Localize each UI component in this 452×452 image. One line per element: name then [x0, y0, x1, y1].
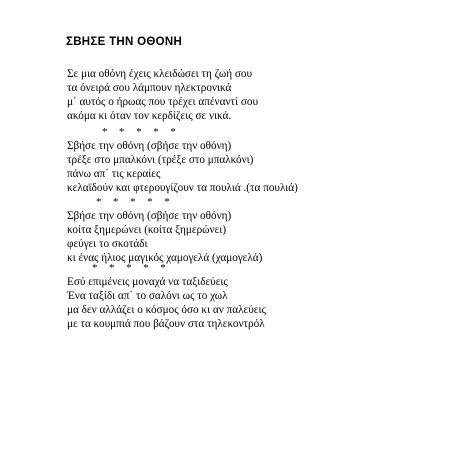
lyric-line: Σβήσε την οθόνη (σβήσε την οθόνη): [67, 140, 232, 152]
lyric-line: τα όνειρά σου λάμπουν ηλεκτρονικά: [67, 81, 232, 94]
lyric-line: κι ένας ήλιος μαγικός χαμογελά (χαμογελά): [67, 251, 263, 264]
lyric-line: μα δεν αλλάζει ο κόσμος όσο κι αν παλεύεις: [67, 303, 266, 316]
stanza-separator: * * * * *: [92, 262, 171, 274]
lyric-line: τρέξε στο μπαλκόνι (τρέξε στο μπαλκόνι): [67, 153, 254, 166]
song-title: ΣΒΗΣΕ ΤΗΝ ΟΘΟΝΗ: [66, 36, 183, 48]
lyric-line: μ΄ αυτός ο ήρωας που τρέχει απέναντί σου: [67, 95, 258, 108]
lyric-line: φεύγει το σκοτάδι: [67, 237, 148, 250]
lyric-line: κοίτα ξημερώνει (κοίτα ξημερώνει): [67, 223, 227, 236]
stanza-3: [67, 210, 262, 266]
lyric-line: κελαϊδούν και φτερουγίζουν τα πουλιά .(τα πουλιά): [67, 181, 298, 194]
lyric-line: με τα κουμπιά που βάζουν στα τηλεκοντρόλ: [67, 317, 265, 330]
lyric-line: Εσύ επιμένεις μοναχά να ταξιδεύεις: [67, 276, 228, 288]
stanza-4: [67, 276, 266, 332]
stanza-separator: * * * * *: [102, 126, 181, 138]
stanza-separator: * * * * *: [96, 196, 175, 208]
lyric-line: Σβήσε την οθόνη (σβήσε την οθόνη): [67, 210, 232, 222]
stanza-2: [67, 140, 298, 196]
lyric-line: Σε μια οθόνη έχεις κλειδώσει τη ζωή σου: [67, 68, 253, 80]
lyric-line: πάνω απ΄ τις κεραίες: [67, 167, 161, 180]
stanza-1: [67, 68, 258, 124]
lyric-line: Ένα ταξίδι απ΄ το σαλόνι ως το χωλ: [67, 289, 228, 302]
lyric-line: ακόμα κι όταν τον κερδίζεις σε νικά.: [67, 109, 232, 122]
